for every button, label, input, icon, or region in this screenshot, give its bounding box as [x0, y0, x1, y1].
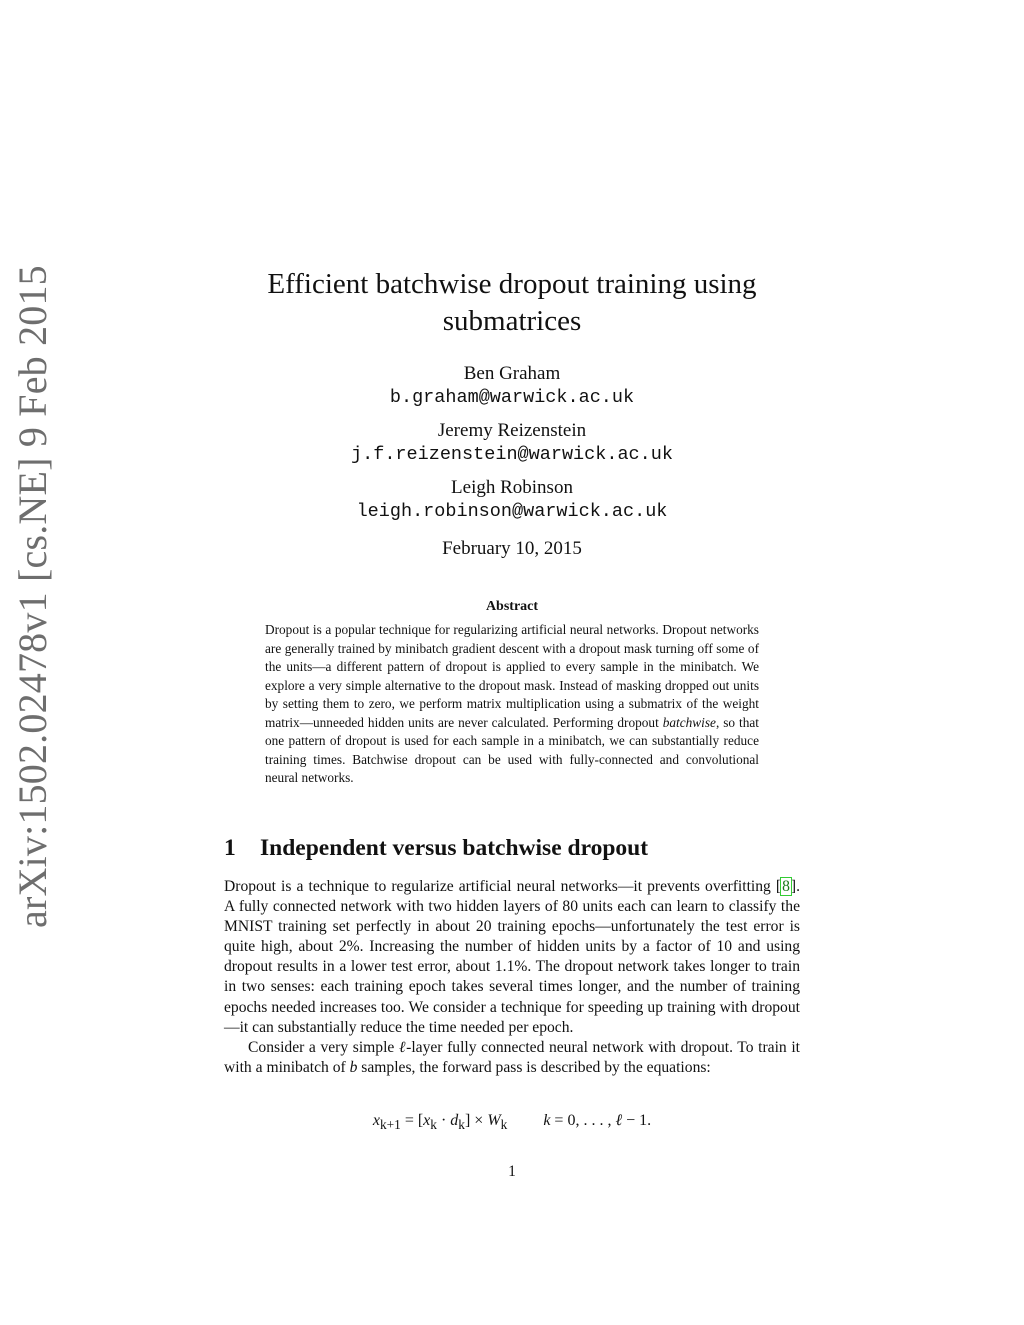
eq-range-end: − 1.: [622, 1112, 652, 1129]
page-number: 1: [508, 1163, 516, 1180]
author-name-3: Leigh Robinson: [451, 477, 573, 498]
section-number: 1: [224, 835, 236, 861]
paper-title: [200, 266, 824, 340]
forward-pass-equation: [200, 1110, 824, 1136]
eq-w-k-subscript: k: [500, 1117, 508, 1133]
arxiv-identifier-stamp: arXiv:1502.02478v1 [cs.NE] 9 Feb 2015: [10, 265, 55, 928]
body-paragraph-2: [224, 1038, 800, 1078]
author-email-3: leigh.robinson@warwick.ac.uk: [356, 501, 668, 522]
section-body: [224, 877, 800, 1078]
paragraph-2-text-3: samples, the forward pass is described by the equations:: [357, 1058, 711, 1076]
abstract-text-part-2: , so that one pattern of dropout is used for each sample in a minibatch, we can substantially reduce training times. Batchwise dropout can be used with fully-connected and convolutional neural networks.: [265, 714, 759, 785]
eq-x-next: x: [372, 1112, 380, 1129]
abstract-text-part-1: Dropout is a popular technique for regularizing artificial neural networks. Dropout networks are generally trained by minibatch gradient descent with a dropout mask turning off some of the units—a different pattern of dropout is applied to every sample in the minibatch. We explore a very simple alternative to the dropout mask. Instead of masking dropped out units by setting them to zero, we perform matrix multiplication using a submatrix of the weight matrix—unneeded hidden units are never calculated. Performing dropout: [265, 622, 759, 730]
eq-x-k-subscript: k: [430, 1117, 437, 1133]
abstract-heading: Abstract: [485, 599, 539, 614]
paragraph-1-text-start: Dropout is a technique to regularize artificial neural networks—it prevents overfitting [: [224, 878, 782, 895]
eq-x-next-subscript: k+1: [379, 1117, 401, 1133]
eq-w-k: W: [487, 1112, 501, 1129]
minibatch-size-symbol: b: [349, 1058, 358, 1076]
ell-symbol: ℓ: [398, 1038, 407, 1056]
eq-times: ] ×: [464, 1112, 488, 1129]
eq-dot: ·: [436, 1112, 451, 1129]
paper-title-line-1: Efficient batchwise dropout training using: [267, 268, 757, 300]
body-paragraph-1: [224, 877, 800, 1038]
author-name-1: Ben Graham: [463, 363, 561, 384]
paragraph-2-text-1: Consider a very simple: [248, 1038, 399, 1056]
abstract-text: [265, 621, 759, 788]
section-heading: [224, 833, 648, 863]
eq-d-k: d: [450, 1112, 459, 1129]
author-name-2: Jeremy Reizenstein: [437, 420, 587, 441]
paragraph-1-text-end: ]. A fully connected network with two hidden layers of 80 units each can learn to classify the MNIST training set perfectly in about 20 training epochs—unfortunately the test error is quite high, about 2%. Increasing the number of hidden units by a factor of 10 and using dropout results in a lower test error, about 1.1%. The dropout network takes longer to train in two senses: each training epoch takes several times longer, and the number of training epochs needed increases too. We consider a technique for speeding up training with dropout—it can substantially reduce the time needed per epoch.: [224, 878, 800, 1036]
author-email-2: j.f.reizenstein@warwick.ac.uk: [351, 444, 673, 465]
paper-date: February 10, 2015: [442, 538, 582, 559]
eq-d-k-subscript: k: [458, 1117, 465, 1133]
paragraph-2-text-2: -layer fully connected neural network with dropout. To train it with a minibatch of: [224, 1038, 800, 1076]
section-title: Independent versus batchwise dropout: [260, 835, 649, 861]
eq-range-values: = 0, . . . ,: [550, 1112, 616, 1129]
eq-equals-bracket: = [: [400, 1112, 424, 1129]
eq-range-k: k: [543, 1112, 551, 1129]
citation-link[interactable]: 8: [782, 878, 790, 895]
paper-title-line-2: submatrices: [442, 305, 582, 337]
eq-range-ell: ℓ: [615, 1112, 623, 1129]
eq-x-k: x: [423, 1112, 431, 1129]
abstract-emphasis: batchwise: [662, 714, 716, 730]
author-email-1: b.graham@warwick.ac.uk: [389, 387, 635, 408]
